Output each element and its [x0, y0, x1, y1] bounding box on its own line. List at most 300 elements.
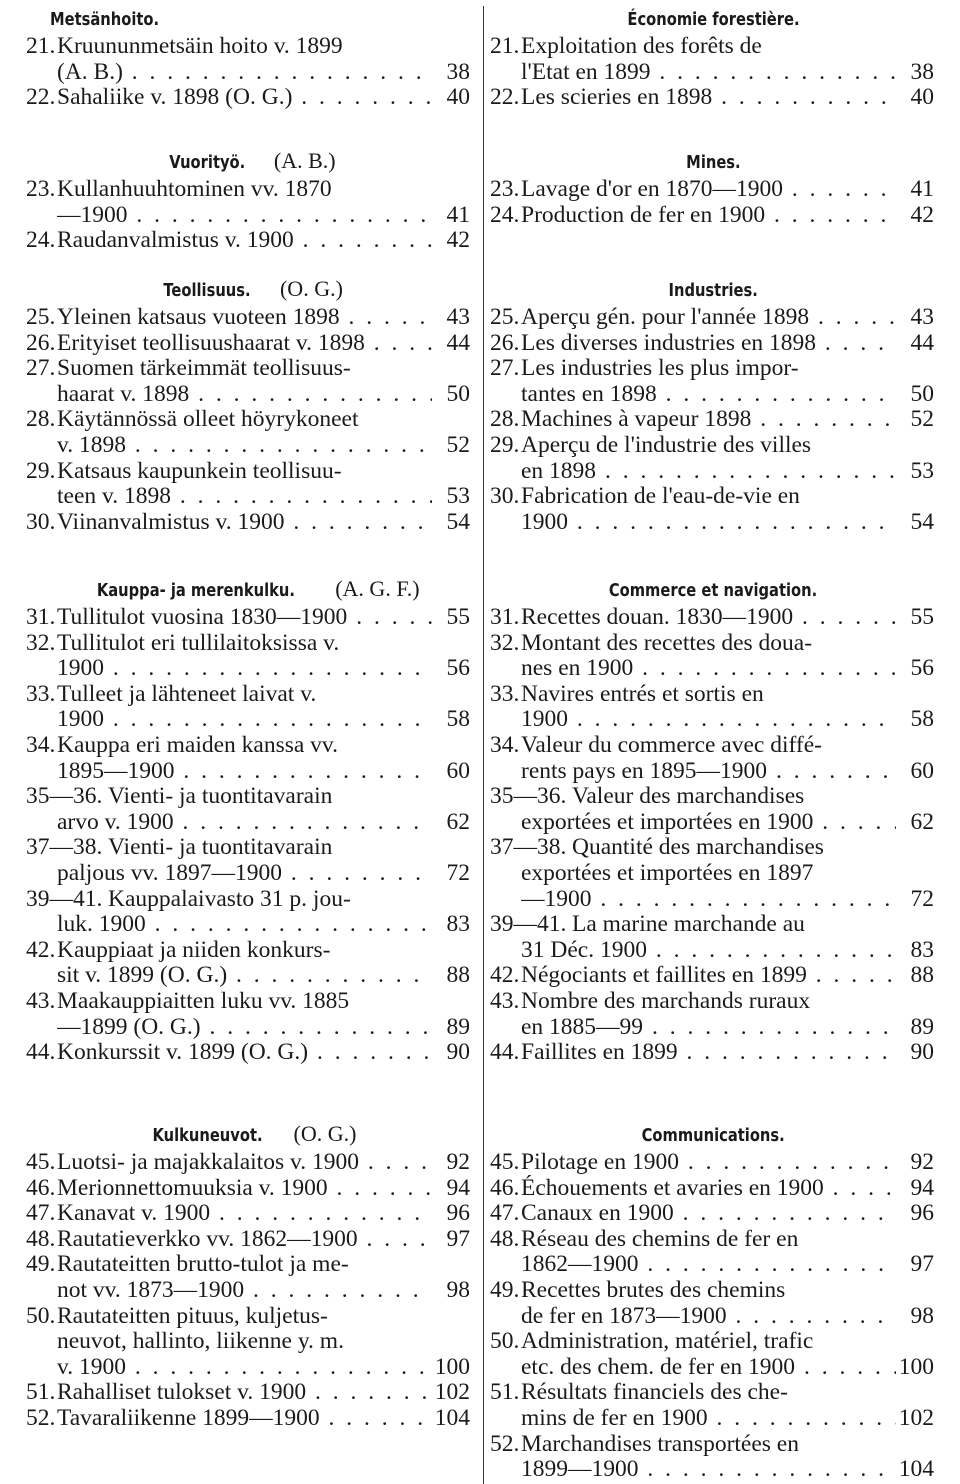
entry-title: Canaux en 1900 . . .: [521, 1200, 896, 1226]
entry-page-number: 41: [910, 176, 934, 202]
toc-entry-line: [490, 59, 936, 85]
toc-entry-line: [490, 1379, 936, 1405]
entry-title: l'Etat en 1899 . . .: [521, 59, 896, 85]
entry-number: 42.: [490, 962, 520, 989]
section-heading: [26, 576, 472, 602]
entry-title: La marine marchande au: [572, 911, 805, 938]
entry-page-number: 53: [910, 457, 934, 484]
entry-page-number: 55: [446, 604, 470, 630]
entry-number: 49.: [490, 1277, 520, 1303]
toc-entry-line: [490, 1405, 936, 1431]
entry-number: 34.: [26, 732, 56, 758]
entry-page-number: 83: [910, 936, 934, 963]
entry-title: Recettes brutes des chemins: [521, 1277, 786, 1303]
entry-page-number: 42: [446, 227, 470, 254]
entry-number: 29.: [26, 457, 56, 484]
toc-entry-line: [26, 962, 472, 988]
entry-number: 50.: [490, 1328, 520, 1355]
toc-entry-line: [26, 1405, 472, 1431]
toc-entry-line: [26, 630, 472, 656]
toc-entry-line: [26, 1149, 472, 1175]
toc-entry-line: [490, 1303, 936, 1329]
entry-title: Kullanhuuhtominen vv. 1870: [57, 176, 332, 202]
section-heading-title: Metsänhoito.: [50, 10, 160, 30]
entry-title: en 1898 . . .: [521, 458, 896, 484]
entry-title: Konkurssit v. 1899 (O. G.) . . .: [57, 1039, 432, 1065]
toc-entry-line: [490, 809, 936, 835]
section-heading-title: Vuorityö.: [169, 153, 246, 173]
entry-title: exportées et importées en 1900 . . .: [521, 809, 896, 835]
entry-title: —1900 . . .: [521, 886, 896, 912]
entry-title: Échouements et avaries en 1900 . . .: [521, 1175, 896, 1201]
toc-entry-line: [490, 483, 936, 509]
toc-entry-line: [26, 330, 472, 356]
entry-page-number: 98: [446, 1277, 470, 1303]
toc-entry-line: [26, 681, 472, 707]
entry-number: 51.: [490, 1379, 520, 1406]
entry-title: Kauppiaat ja niiden konkurs-: [57, 936, 331, 963]
entry-number: 35—36.: [26, 783, 103, 810]
entry-title: Réseau des chemins de fer en: [521, 1225, 799, 1252]
entry-number: 22.: [26, 84, 56, 111]
toc-entry-line: [26, 33, 472, 59]
entry-number: 39—41.: [26, 885, 103, 912]
entry-title: Rautatieverkko vv. 1862—1900 . . .: [57, 1226, 432, 1252]
section-heading: [26, 5, 472, 31]
entry-number: 22.: [490, 84, 520, 111]
entry-title: 1895—1900 . . .: [57, 758, 432, 784]
entry-title: Tullitulot eri tullilaitoksissa v.: [57, 629, 340, 656]
entry-title: (A. B.) . . .: [57, 59, 432, 85]
entry-page-number: 40: [910, 84, 934, 111]
toc-entry-line: [490, 630, 936, 656]
toc-entry-line: [490, 176, 936, 202]
toc-entry-line: [490, 1456, 936, 1482]
entry-number: 45.: [490, 1149, 520, 1175]
toc-entry-line: [490, 1014, 936, 1040]
entry-number: 44.: [26, 1039, 56, 1066]
entry-page-number: 102: [898, 1405, 934, 1431]
entry-page-number: 88: [910, 962, 934, 989]
toc-entry-line: [490, 834, 936, 860]
entry-number: 21.: [26, 33, 56, 59]
entry-title: en 1885—99 . . .: [521, 1014, 896, 1040]
entry-page-number: 90: [910, 1039, 934, 1066]
entry-number: 42.: [26, 936, 56, 963]
section-heading: [490, 276, 936, 302]
entry-title: Yleinen katsaus vuoteen 1898 . . .: [57, 304, 432, 330]
toc-entry-line: [490, 655, 936, 681]
toc-entry-line: [26, 483, 472, 509]
entry-title: Sahaliike v. 1898 (O. G.) . . .: [57, 84, 432, 110]
entry-number: 32.: [26, 629, 56, 656]
entry-title: Rahalliset tulokset v. 1900 . . .: [57, 1379, 432, 1405]
entry-page-number: 54: [446, 508, 470, 535]
entry-page-number: 83: [446, 911, 470, 938]
toc-entry-line: [490, 33, 936, 59]
entry-title: Quantité des marchandises: [572, 834, 824, 861]
entry-page-number: 56: [446, 655, 470, 682]
entry-number: 35—36.: [490, 783, 567, 810]
entry-title: Les scieries en 1898 . . .: [521, 84, 896, 110]
entry-title: luk. 1900 . . .: [57, 911, 432, 937]
toc-entry-line: [26, 304, 472, 330]
entry-title: Lavage d'or en 1870—1900 . . .: [521, 176, 896, 202]
entry-number: 52.: [490, 1430, 520, 1457]
entry-title: Katsaus kaupunkein teollisuu-: [57, 457, 342, 484]
entry-number: 39—41.: [490, 911, 567, 938]
toc-entry-line: [26, 732, 472, 758]
entry-title: Les diverses industries en 1898 . . .: [521, 330, 896, 356]
toc-entry-line: [26, 59, 472, 85]
toc-entry-line: [26, 834, 472, 860]
toc-entry-line: [490, 886, 936, 912]
entry-number: 47.: [26, 1200, 56, 1227]
toc-entry-line: [26, 655, 472, 681]
entry-page-number: 100: [898, 1353, 934, 1380]
toc-entry-line: [490, 911, 936, 937]
toc-entry-line: [26, 988, 472, 1014]
entry-title: 1900 . . .: [57, 706, 432, 732]
entry-page-number: 104: [434, 1405, 470, 1431]
entry-number: 26.: [490, 329, 520, 356]
entry-page-number: 50: [910, 380, 934, 407]
toc-entry-line: [490, 458, 936, 484]
section-heading: [490, 576, 936, 602]
entry-title: Fabrication de l'eau-de-vie en: [521, 483, 800, 510]
entry-title: arvo v. 1900 . . .: [57, 809, 432, 835]
entry-number: 28.: [26, 406, 56, 433]
entry-number: 33.: [26, 680, 56, 707]
column-divider: [483, 6, 484, 1484]
entry-title: Valeur des marchandises: [572, 783, 805, 810]
toc-entry-line: [490, 406, 936, 432]
entry-title: Luotsi- ja majakkalaitos v. 1900 . . .: [57, 1149, 432, 1175]
entry-number: 31.: [26, 604, 56, 630]
entry-title: de fer en 1873—1900 . . .: [521, 1303, 896, 1329]
entry-page-number: 60: [910, 757, 934, 784]
entry-number: 25.: [26, 304, 56, 330]
toc-entry-line: [26, 1251, 472, 1277]
toc-entry-line: [26, 937, 472, 963]
toc-entry-line: [490, 1175, 936, 1201]
entry-page-number: 43: [910, 304, 934, 330]
entry-number: 24.: [26, 227, 56, 254]
entry-title: 1900 . . .: [57, 655, 432, 681]
toc-entry-line: [490, 1251, 936, 1277]
entry-title: nes en 1900 . . .: [521, 655, 896, 681]
entry-page-number: 40: [446, 84, 470, 111]
entry-title: Marchandises transportées en: [521, 1430, 799, 1457]
entry-title: 1899—1900 . . .: [521, 1456, 896, 1482]
entry-page-number: 92: [910, 1149, 934, 1175]
entry-page-number: 97: [910, 1251, 934, 1278]
entry-title: paljous vv. 1897—1900 . . .: [57, 860, 432, 886]
section-heading-source: (A. G. F.): [335, 576, 420, 601]
toc-entry-line: [26, 1328, 472, 1354]
entry-title: Montant des recettes des doua-: [521, 629, 813, 656]
entry-number: 27.: [26, 355, 56, 382]
entry-page-number: 94: [910, 1174, 934, 1201]
entry-title: Exploitation des forêts de: [521, 33, 762, 59]
entry-number: 28.: [490, 406, 520, 433]
toc-entry-line: [490, 758, 936, 784]
entry-number: 47.: [490, 1200, 520, 1227]
entry-title: Négociants et faillites en 1899 . . .: [521, 962, 896, 988]
toc-entry-line: [26, 1200, 472, 1226]
section-heading-title: Communications.: [641, 1126, 785, 1146]
entry-title: exportées et importées en 1897: [521, 860, 814, 886]
entry-number: 24.: [490, 201, 520, 228]
entry-number: 34.: [490, 732, 520, 758]
entry-page-number: 104: [898, 1456, 934, 1483]
toc-entry-line: [490, 202, 936, 228]
entry-page-number: 55: [910, 604, 934, 630]
entry-page-number: 50: [446, 380, 470, 407]
toc-entry-line: [26, 1303, 472, 1329]
entry-title: Kauppalaivasto 31 p. jou-: [108, 885, 351, 912]
entry-page-number: 41: [446, 201, 470, 228]
toc-entry-line: [490, 1328, 936, 1354]
toc-entry-line: [490, 304, 936, 330]
entry-number: 37—38.: [26, 834, 103, 861]
toc-entry-line: [26, 381, 472, 407]
entry-number: 51.: [26, 1379, 56, 1406]
entry-page-number: 53: [446, 483, 470, 510]
toc-entry-line: [490, 1354, 936, 1380]
entry-title: Suomen tärkeimmät teollisuus-: [57, 355, 351, 382]
toc-entry-line: [490, 783, 936, 809]
entry-title: etc. des chem. de fer en 1900 . . .: [521, 1354, 896, 1380]
entry-title: Tullitulot vuosina 1830—1900 . . .: [57, 604, 432, 630]
toc-entry-line: [490, 355, 936, 381]
toc-entry-line: [490, 706, 936, 732]
entry-number: 46.: [490, 1174, 520, 1201]
toc-entry-line: [26, 783, 472, 809]
entry-title: Faillites en 1899 . . .: [521, 1039, 896, 1065]
toc-entry-line: [490, 604, 936, 630]
entry-title: 31 Déc. 1900 . . .: [521, 937, 896, 963]
toc-entry-line: [490, 330, 936, 356]
entry-title: Maakauppiaitten luku vv. 1885: [57, 988, 350, 1014]
toc-entry-line: [26, 458, 472, 484]
section-heading: [490, 148, 936, 174]
entry-page-number: 96: [910, 1200, 934, 1227]
entry-title: 1862—1900 . . .: [521, 1251, 896, 1277]
section-heading-title: Mines.: [685, 153, 741, 173]
toc-entry-line: [490, 988, 936, 1014]
entry-number: 30.: [490, 483, 520, 510]
entry-title: Administration, matériel, trafic: [521, 1328, 814, 1355]
entry-title: tantes en 1898 . . .: [521, 381, 896, 407]
toc-entry-line: [490, 432, 936, 458]
entry-page-number: 90: [446, 1039, 470, 1066]
entry-page-number: 38: [446, 58, 470, 85]
section-heading-title: Économie forestière.: [626, 10, 800, 30]
section-heading: [26, 1121, 472, 1147]
entry-page-number: 58: [446, 706, 470, 733]
entry-number: 25.: [490, 304, 520, 330]
toc-entry-line: [26, 202, 472, 228]
entry-title: Machines à vapeur 1898 . . .: [521, 406, 896, 432]
entry-page-number: 88: [446, 962, 470, 989]
entry-page-number: 89: [446, 1013, 470, 1040]
section-heading-source: (O. G.): [293, 1121, 357, 1146]
toc-entry-line: [26, 809, 472, 835]
entry-title: Raudanvalmistus v. 1900 . . .: [57, 227, 432, 253]
entry-title: Viinanvalmistus v. 1900 . . .: [57, 509, 432, 535]
toc-entry-line: [26, 1354, 472, 1380]
entry-title: Production de fer en 1900 . . .: [521, 202, 896, 228]
toc-entry-line: [490, 1149, 936, 1175]
entry-number: 30.: [26, 508, 56, 535]
toc-entry-line: [490, 1226, 936, 1252]
toc-entry-line: [490, 1200, 936, 1226]
entry-page-number: 52: [910, 406, 934, 433]
entry-number: 43.: [490, 988, 520, 1014]
entry-page-number: 38: [910, 58, 934, 85]
entry-number: 31.: [490, 604, 520, 630]
toc-entry-line: [26, 406, 472, 432]
entry-title: Käytännössä olleet höyrykoneet: [57, 406, 359, 433]
entry-title: neuvot, hallinto, liikenne y. m.: [57, 1328, 344, 1355]
entry-page-number: 58: [910, 706, 934, 733]
entry-page-number: 42: [910, 201, 934, 228]
entry-number: 33.: [490, 680, 520, 707]
entry-page-number: 56: [910, 655, 934, 682]
toc-entry-line: [26, 1379, 472, 1405]
entry-title: Kruununmetsäin hoito v. 1899: [57, 33, 343, 59]
toc-entry-line: [26, 509, 472, 535]
entry-title: Tavaraliikenne 1899—1900 . . .: [57, 1405, 432, 1431]
entry-page-number: 98: [910, 1302, 934, 1329]
toc-entry-line: [490, 1431, 936, 1457]
toc-entry-line: [490, 509, 936, 535]
toc-entry-line: [490, 732, 936, 758]
toc-entry-line: [26, 860, 472, 886]
entry-number: 52.: [26, 1405, 56, 1431]
toc-entry-line: [490, 681, 936, 707]
entry-number: 26.: [26, 329, 56, 356]
toc-entry-line: [26, 432, 472, 458]
toc-entry-line: [26, 1226, 472, 1252]
entry-page-number: 72: [910, 885, 934, 912]
entry-title: —1899 (O. G.) . . .: [57, 1014, 432, 1040]
entry-page-number: 60: [446, 757, 470, 784]
entry-title: Merionnettomuuksia v. 1900 . . .: [57, 1175, 432, 1201]
entry-page-number: 96: [446, 1200, 470, 1227]
entry-number: 50.: [26, 1302, 56, 1329]
section-heading: [26, 276, 472, 302]
entry-page-number: 52: [446, 432, 470, 458]
entry-title: Vienti- ja tuontitavarain: [108, 834, 333, 861]
toc-entry-line: [26, 227, 472, 253]
entry-number: 46.: [26, 1174, 56, 1201]
toc-entry-line: [26, 1175, 472, 1201]
section-heading-title: Kauppa- ja merenkulku.: [97, 581, 296, 601]
entry-page-number: 44: [910, 329, 934, 356]
entry-page-number: 100: [434, 1353, 470, 1380]
toc-entry-line: [26, 176, 472, 202]
entry-title: v. 1900 . . .: [57, 1354, 432, 1380]
section-heading: [490, 5, 936, 31]
toc-entry-line: [26, 1277, 472, 1303]
section-heading-title: Kulkuneuvot.: [151, 1126, 263, 1146]
toc-entry-line: [490, 381, 936, 407]
entry-page-number: 72: [446, 860, 470, 886]
entry-page-number: 102: [434, 1379, 470, 1406]
entry-number: 27.: [490, 355, 520, 382]
toc-entry-line: [26, 758, 472, 784]
toc-entry-line: [26, 1039, 472, 1065]
entry-title: Nombre des marchands ruraux: [521, 988, 811, 1014]
entry-title: rents pays en 1895—1900 . . .: [521, 758, 896, 784]
entry-page-number: 89: [910, 1013, 934, 1040]
section-heading: [26, 148, 472, 174]
toc-entry-line: [490, 937, 936, 963]
section-heading: [490, 1121, 936, 1147]
toc-entry-line: [26, 911, 472, 937]
toc-entry-line: [490, 1039, 936, 1065]
section-heading-title: Industries.: [668, 281, 758, 301]
toc-entry-line: [490, 84, 936, 110]
entry-title: Pilotage en 1900 . . .: [521, 1149, 896, 1175]
entry-title: Recettes douan. 1830—1900 . . .: [521, 604, 896, 630]
entry-number: 23.: [490, 176, 520, 202]
toc-entry-line: [490, 1277, 936, 1303]
entry-page-number: 43: [446, 304, 470, 330]
toc-entry-line: [26, 1014, 472, 1040]
entry-title: Les industries les plus impor-: [521, 355, 799, 382]
section-heading-source: (A. B.): [273, 148, 336, 173]
entry-title: Vienti- ja tuontitavarain: [108, 783, 333, 810]
entry-title: 1900 . . .: [521, 706, 896, 732]
entry-number: 21.: [490, 33, 520, 59]
entry-title: Valeur du commerce avec diffé-: [521, 732, 822, 758]
entry-title: Résultats financiels des che-: [521, 1379, 788, 1406]
entry-title: haarat v. 1898 . . .: [57, 381, 432, 407]
entry-title: Kanavat v. 1900 . . .: [57, 1200, 432, 1226]
entry-title: teen v. 1898 . . .: [57, 483, 432, 509]
toc-entry-line: [26, 706, 472, 732]
entry-number: 49.: [26, 1251, 56, 1278]
entry-title: Aperçu de l'industrie des villes: [521, 432, 812, 458]
entry-title: not vv. 1873—1900 . . .: [57, 1277, 432, 1303]
entry-number: 37—38.: [490, 834, 567, 861]
entry-title: Navires entrés et sortis en: [521, 680, 764, 707]
entry-number: 44.: [490, 1039, 520, 1066]
entry-number: 32.: [490, 629, 520, 656]
entry-page-number: 62: [446, 808, 470, 835]
toc-entry-line: [26, 886, 472, 912]
entry-title: Rautateitten brutto-tulot ja me-: [57, 1251, 349, 1278]
toc-entry-line: [490, 860, 936, 886]
entry-page-number: 97: [446, 1225, 470, 1252]
toc-entry-line: [490, 962, 936, 988]
section-heading-title: Teollisuus.: [163, 281, 251, 301]
entry-number: 48.: [26, 1225, 56, 1252]
entry-page-number: 44: [446, 329, 470, 356]
entry-title: Tulleet ja lähteneet laivat v.: [57, 680, 317, 707]
entry-title: sit v. 1899 (O. G.) . . .: [57, 962, 432, 988]
entry-title: Rautateitten pituus, kuljetus-: [57, 1302, 328, 1329]
entry-number: 29.: [490, 432, 520, 458]
entry-title: Aperçu gén. pour l'année 1898 . . .: [521, 304, 896, 330]
toc-entry-line: [26, 604, 472, 630]
entry-title: Erityiset teollisuushaarat v. 1898 . . .: [57, 330, 432, 356]
entry-page-number: 62: [910, 808, 934, 835]
toc-entry-line: [26, 84, 472, 110]
